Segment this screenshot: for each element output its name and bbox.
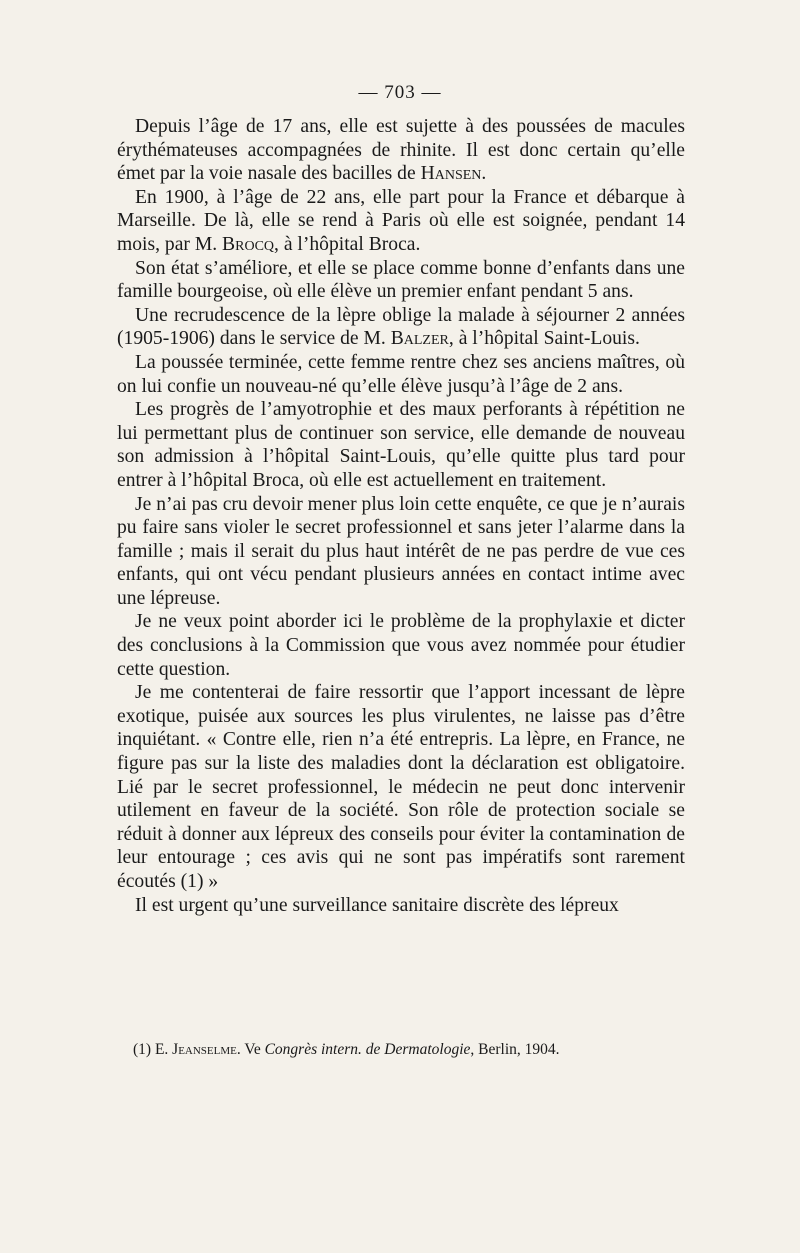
footnote: (1) E. Jeanselme. Ve Congrès intern. de Dermatologie, Berlin, 1904. [133, 1041, 560, 1058]
footnote-author: Jeanselme [172, 1041, 237, 1058]
paragraph: Son état s’améliore, et elle se place comme bonne d’enfants dans une famille bourgeoise, où elle élève un premier enfant pendant 5 ans. [117, 257, 685, 303]
paragraph: Une recrudescence de la lèpre oblige la malade à séjourner 2 années (1905-1906) dans le service de M. Balzer, à l’hôpital Saint-Louis. [117, 304, 685, 350]
footnote-title: Congrès intern. de Dermatologie [260, 1041, 471, 1058]
author-name: Hansen [420, 163, 482, 185]
paragraph: En 1900, à l’âge de 22 ans, elle part pour la France et débarque à Marseille. De là, elle se rend à Paris où elle est soignée, pendant 14 mois, par M. Brocq, à l’hôpital Broca. [117, 186, 685, 255]
paragraph: Je ne veux point aborder ici le problème de la prophylaxie et dicter des conclusions à la Commission que vous avez nommée pour étudier cette question. [117, 611, 685, 680]
paragraph: Je n’ai pas cru devoir mener plus loin cette enquête, ce que je n’aurais pu faire sans violer le secret professionnel et sans jeter l’alarme dans la famille ; mais il serait du plus haut intérêt de ne pas perdre de vue ces enfants, qui ont vécu pendant plusieurs années en contact intime avec une lépreuse. [117, 493, 685, 609]
page-number: — 703 — [358, 82, 442, 103]
author-name: Balzer [390, 328, 449, 350]
footnote-edition: Ve [244, 1041, 261, 1058]
paragraph: Il est urgent qu’une surveillance sanitaire discrète des lépreux [135, 894, 619, 916]
paragraph: Les progrès de l’amyotrophie et des maux perforants à répétition ne lui permettant plus de continuer son service, elle demande de nouveau son admission à l’hôpital Saint-Louis, qu’elle quitte plus tard pour entrer à l’hôpital Broca, où elle est actuellement en traitement. [117, 399, 685, 491]
body-text [117, 115, 685, 917]
paragraph: Depuis l’âge de 17 ans, elle est sujette à des poussées de macules érythémateuses accompagnées de rhinite. Il est donc certain qu’elle émet par la voie nasale des bacilles de Hansen. [117, 116, 685, 185]
author-name: Brocq [222, 233, 275, 255]
paragraph: La poussée terminée, cette femme rentre chez ses anciens maîtres, où on lui confie un nouveau-né qu’elle élève jusqu’à l’âge de 2 ans. [117, 351, 685, 397]
paragraph: Je me contenterai de faire ressortir que l’apport incessant de lèpre exotique, puisée aux sources les plus virulentes, ne laisse pas d’être inquiétant. « Contre elle, rien n’a été entrepris. La lèpre, en France, ne figure pas sur la liste des maladies dont la déclaration est obligatoire. Lié par le secret professionnel, le médecin ne peut donc intervenir utilement en faveur de la société. Son rôle de protection sociale se réduit à donner aux lépreux des conseils pour éviter la contamination de leur entourage ; ces avis qui ne sont pas impératifs sont rarement écoutés (1) » [117, 682, 685, 892]
